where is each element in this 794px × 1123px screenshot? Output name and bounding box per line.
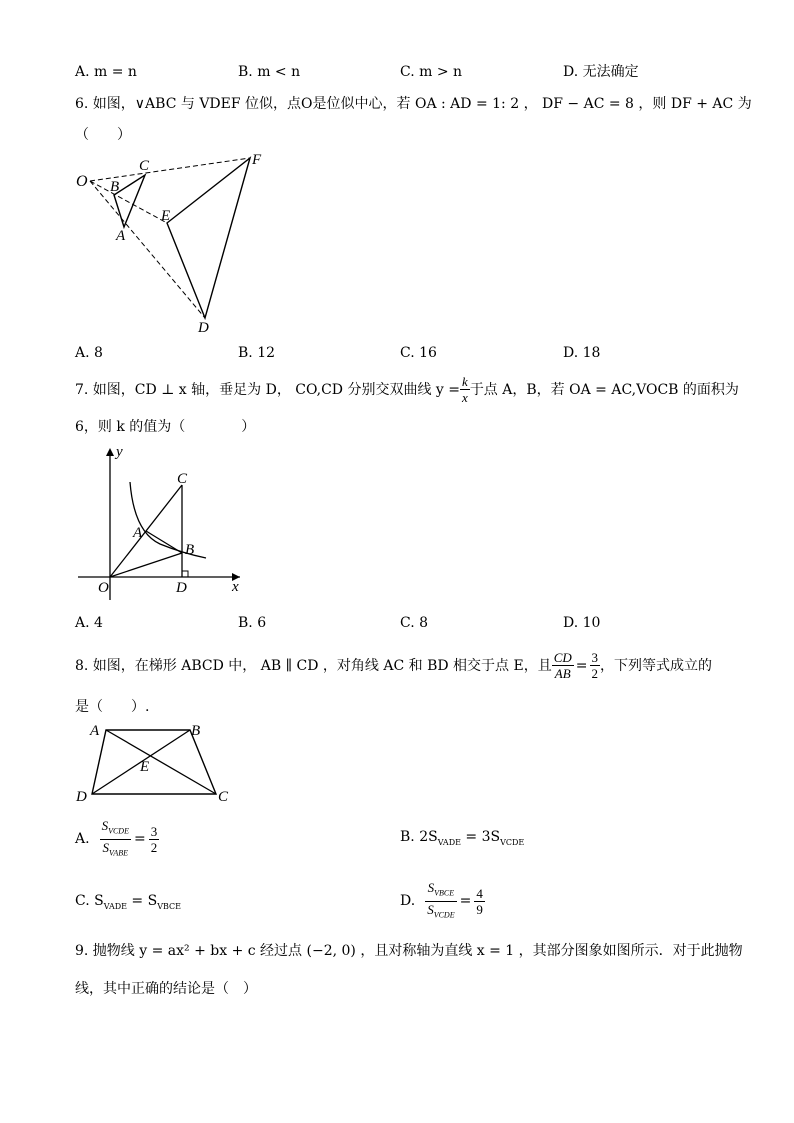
q6-label-D: D — [198, 320, 209, 336]
q8-opt-c-mid: = S — [126, 893, 158, 909]
q7-option-b: B. 6 — [238, 615, 267, 631]
q7-option-d: D. 10 — [563, 615, 601, 631]
q6-label-O: O — [76, 173, 88, 190]
q8-figure — [70, 718, 240, 808]
q8-frac2-den: 2 — [591, 666, 599, 681]
q8-opt-d-rhs — [474, 886, 485, 917]
q7-text-before: 7. 如图，CD ⊥ x 轴，垂足为 D， CO,CD 分别交双曲线 y = — [75, 381, 461, 398]
q5-option-d: D. 无法确定 — [563, 64, 639, 80]
q6-option-c: C. 16 — [400, 345, 437, 361]
q8-opt-d-den-sub: VCDE — [433, 910, 455, 920]
q6-option-d: D. 18 — [563, 345, 601, 361]
q8-label-E: E — [140, 759, 150, 775]
q7-label-C: C — [177, 471, 188, 487]
q8-opt-a-den-sub: VABE — [109, 848, 128, 858]
q7-text-line1 — [75, 374, 739, 405]
q8-opt-d-num: S — [427, 880, 435, 895]
q6-label-C: C — [139, 158, 150, 174]
q8-opt-a-rhs-num: 3 — [150, 823, 158, 839]
q7-frac-num: k — [462, 374, 468, 389]
q7-label-D: D — [176, 580, 187, 596]
q8-opt-c-sub2: VBCE — [157, 901, 181, 911]
q8-frac-num: CD — [553, 650, 572, 665]
q7-label-A: A — [133, 525, 143, 541]
q8-fraction-3-2 — [590, 650, 601, 681]
q8-text-after: ，下列等式成立的 — [600, 657, 713, 674]
q8-opt-a-den: S — [102, 839, 110, 855]
q7-line-OB — [110, 553, 182, 577]
q8-label-D: D — [76, 789, 87, 805]
q8-diagonal-AC — [106, 730, 216, 794]
q8-opt-b-sub1: VADE — [437, 837, 461, 847]
q5-option-c: C. m > n — [400, 64, 463, 80]
q8-opt-a-rhs — [149, 824, 160, 855]
q7-text-line2: 6，则 k 的值为（ ） — [75, 419, 256, 435]
q7-y-arrow — [106, 448, 114, 456]
q8-option-a: A. $\frac{S_{VCDE}}{S_{VABE}}$ = $\frac{3}{2}$ — [75, 818, 159, 860]
q8-opt-c-text: C. S — [75, 893, 104, 909]
q7-label-x: x — [232, 579, 239, 595]
q8-opt-a-rhs-den: 2 — [150, 839, 158, 855]
q8-text-line1 — [75, 650, 712, 681]
q8-opt-d-lhs — [425, 880, 456, 922]
q8-opt-d-rhs-num: 4 — [476, 885, 483, 901]
q7-fraction — [460, 374, 470, 405]
q8-opt-d-num-sub: VBCE — [434, 888, 455, 898]
q8-equals: = — [575, 657, 588, 674]
q8-opt-a-num: S — [101, 818, 109, 833]
q6-option-a: A. 8 — [75, 345, 103, 361]
q8-option-b — [400, 828, 524, 852]
q6-label-B: B — [110, 179, 120, 195]
q8-option-c — [75, 892, 181, 916]
q6-figure — [70, 148, 280, 338]
q8-opt-b-sub2: VCDE — [500, 837, 525, 847]
q7-figure — [70, 440, 260, 600]
q9-text-line2: 线，其中正确的结论是（ ） — [75, 981, 257, 997]
q7-label-B: B — [185, 542, 195, 558]
q6-paren: （ ） — [75, 127, 131, 143]
q7-right-angle-mark — [182, 571, 188, 577]
q8-label-C: C — [218, 789, 229, 805]
q6-label-E: E — [161, 208, 171, 224]
q7-option-a: A. 4 — [75, 615, 103, 631]
q8-option-d: D. $\frac{S_{VBCE}}{S_{VCDE}}$ = $\frac{4}{9}$ — [400, 880, 485, 922]
q8-opt-a-lhs — [100, 818, 131, 860]
q7-frac-den: x — [462, 390, 468, 405]
q8-label-A: A — [90, 723, 100, 739]
q8-text-before: 8. 如图，在梯形 ABCD 中， AB ∥ CD ，对角线 AC 和 BD 相交于点 E，且 — [75, 657, 552, 674]
q6-triangle-DEF — [167, 158, 250, 318]
q8-opt-d-rhs-den: 9 — [476, 901, 483, 917]
q8-text-line2: 是（ ）. — [75, 699, 150, 715]
q7-label-O: O — [98, 580, 109, 596]
q8-opt-c-sub1: VADE — [103, 901, 127, 911]
q8-label-B: B — [191, 723, 201, 739]
q7-hyperbola — [130, 482, 206, 558]
q5-option-a: A. m = n — [75, 64, 137, 80]
q8-opt-b-mid: = 3S — [460, 829, 501, 845]
q8-opt-b-text: B. 2S — [400, 829, 438, 845]
q7-text-after: 于点 A，B，若 OA = AC,VOCB 的面积为 — [469, 381, 739, 398]
q8-frac2-num: 3 — [591, 650, 599, 665]
q8-opt-a-prefix: A. — [75, 831, 90, 848]
q5-option-b: B. m < n — [238, 64, 301, 80]
q8-frac-den: AB — [554, 666, 571, 681]
q7-option-c: C. 8 — [400, 615, 429, 631]
q6-option-b: B. 12 — [238, 345, 276, 361]
q8-opt-a-num-sub: VCDE — [108, 826, 129, 836]
q8-trapezoid — [92, 730, 216, 794]
q6-label-F: F — [252, 152, 262, 168]
q6-text: 6. 如图，∨ABC 与 VDEF 位似，点O是位似中心，若 OA : AD = 1: 2 ， DF − AC = 8 ，则 DF + AC 为 — [75, 96, 752, 112]
q8-opt-d-den: S — [427, 901, 434, 917]
q6-label-A: A — [116, 228, 126, 244]
q8-fraction-cd-ab — [552, 650, 574, 681]
q9-text-line1: 9. 抛物线 y = ax² + bx + c 经过点 (−2, 0) ，且对称轴为直线 x = 1 ，其部分图象如图所示．对于此抛物 — [75, 943, 743, 959]
q7-label-y: y — [116, 444, 123, 460]
q6-line-OD — [90, 181, 205, 318]
q8-opt-d-prefix: D. — [400, 893, 416, 910]
